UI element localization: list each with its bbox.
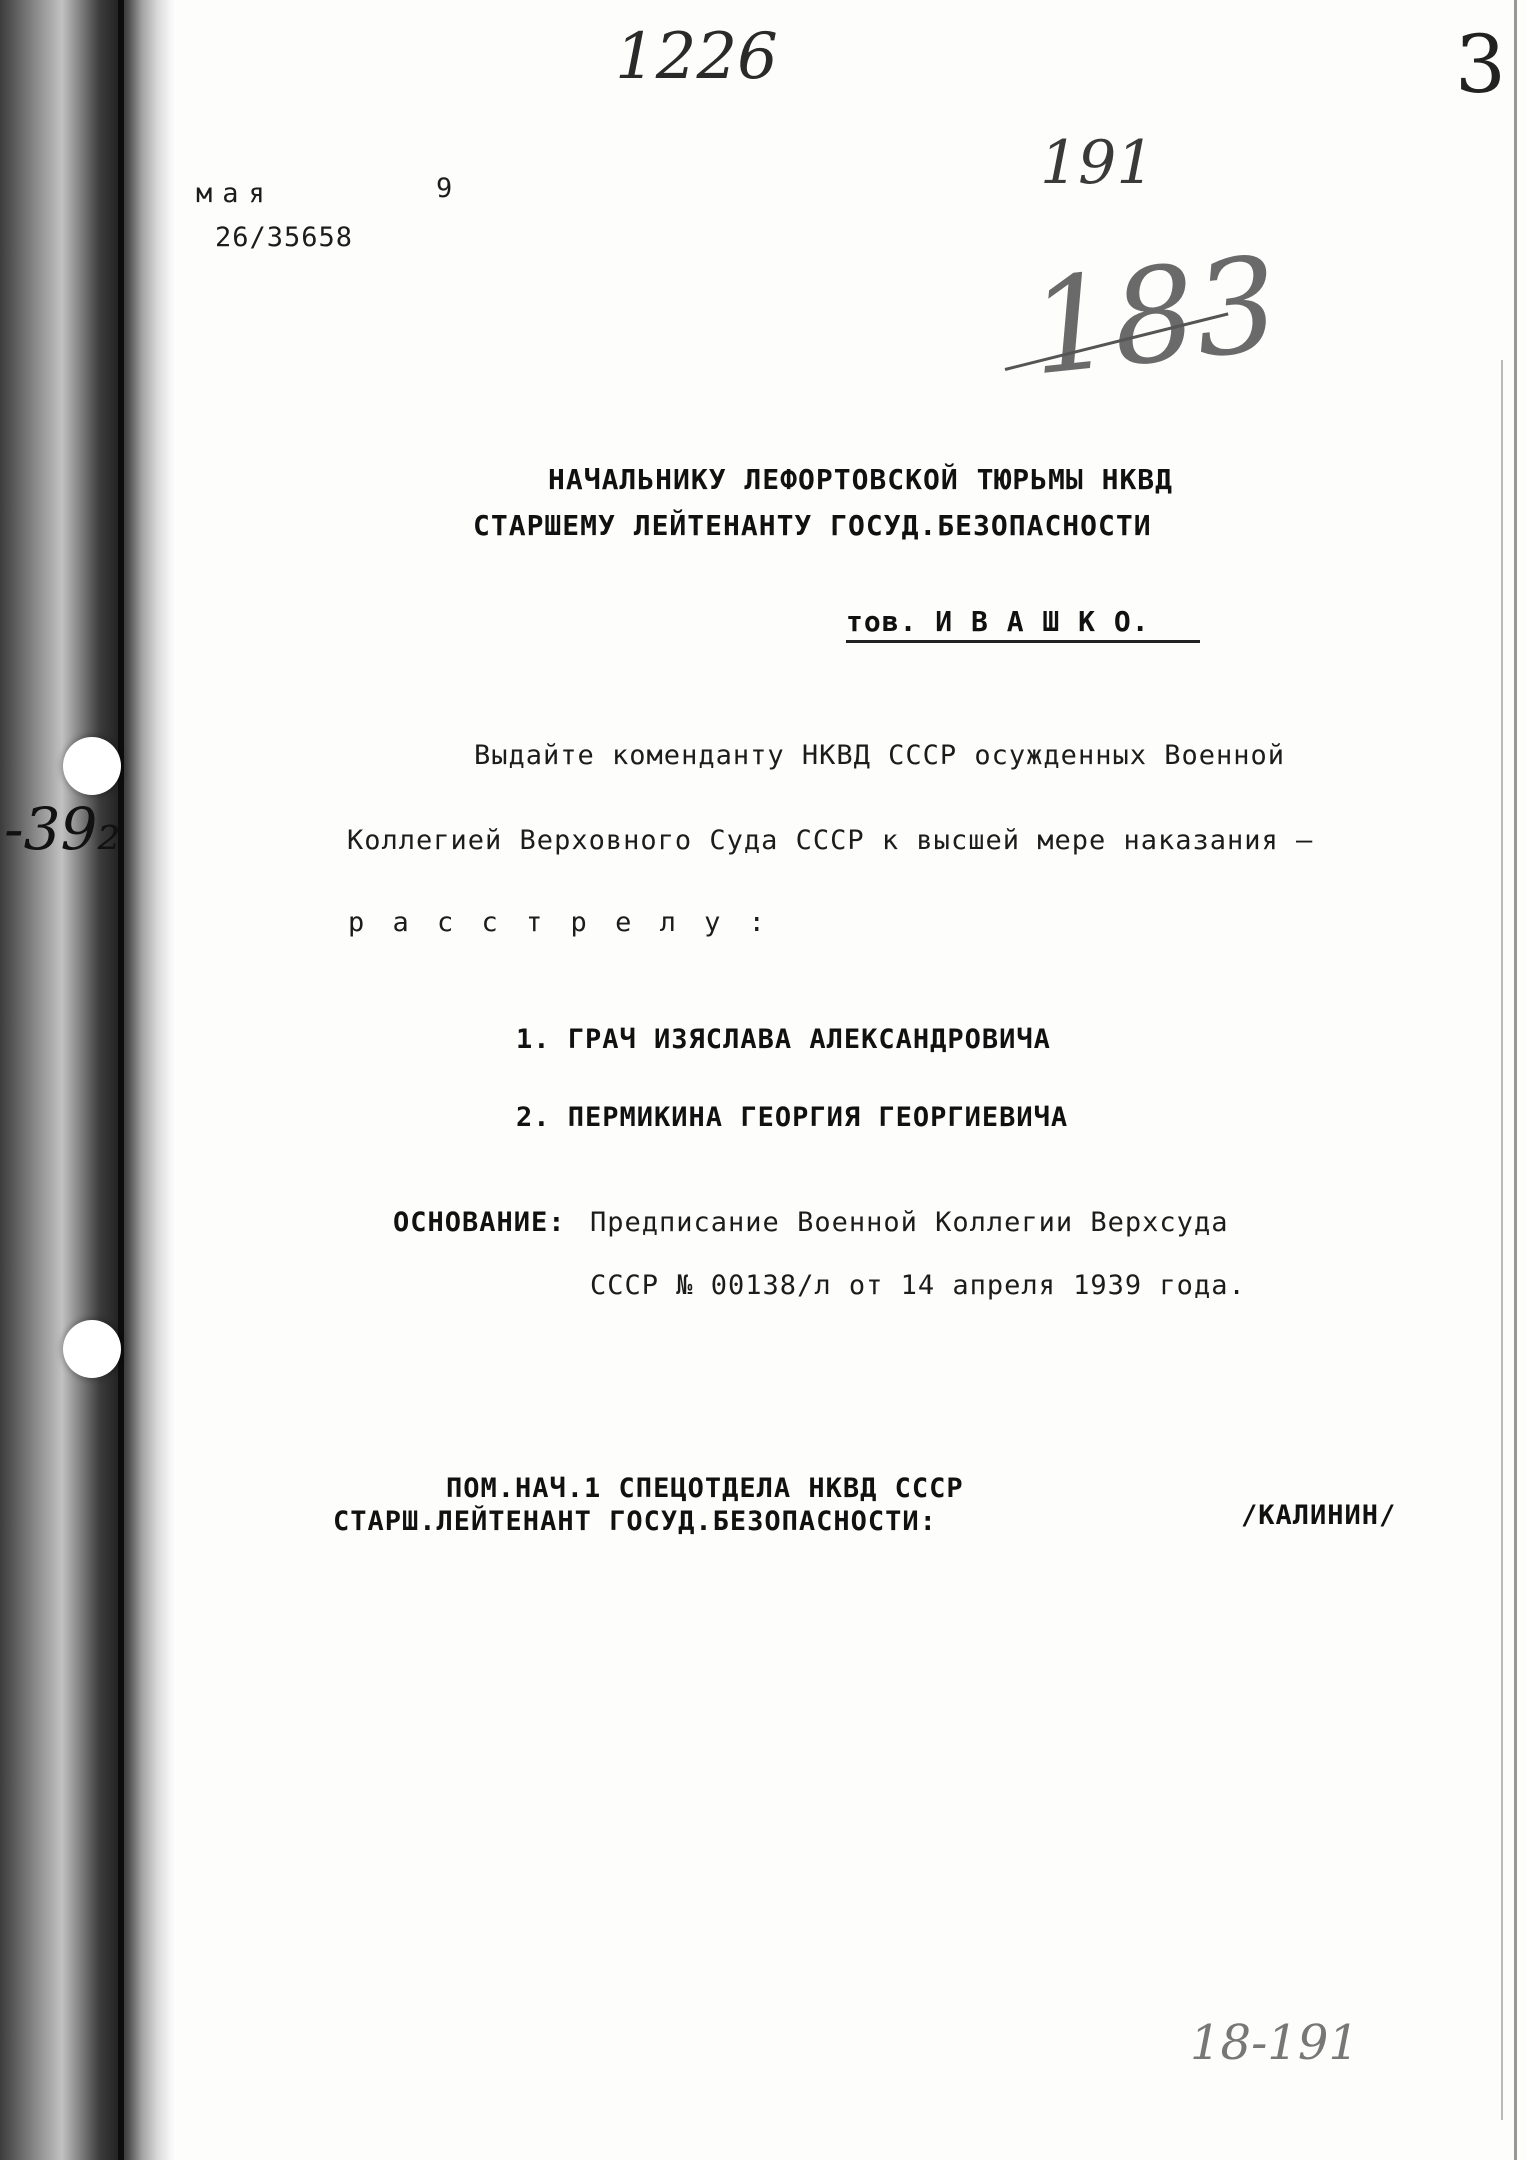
addressee-line-3: тов. И В А Ш К О. bbox=[846, 605, 1150, 638]
right-page-edge-inner bbox=[1501, 360, 1503, 2120]
body-line-3: р а с с т р е л у : bbox=[348, 907, 771, 938]
addressee-line-1: НАЧАЛЬНИКУ ЛЕФОРТОВСКОЙ ТЮРЬМЫ НКВД bbox=[548, 463, 1174, 496]
right-page-edge bbox=[1514, 0, 1517, 2160]
handwritten-margin-number: -39₂ bbox=[4, 795, 121, 863]
basis-line-1: Предписание Военной Коллегии Верхсуда bbox=[590, 1207, 1229, 1238]
body-line-1: Выдайте коменданту НКВД СССР осужденных Военной bbox=[474, 740, 1286, 771]
signature-name: /КАЛИНИН/ bbox=[1241, 1500, 1397, 1531]
date-month: мая bbox=[196, 178, 275, 209]
basis-label: ОСНОВАНИЕ: bbox=[393, 1207, 566, 1238]
punch-hole bbox=[63, 737, 121, 795]
punch-hole bbox=[63, 1320, 121, 1378]
handwritten-right-edge-number: 3 bbox=[1455, 18, 1506, 111]
signature-title-line-2: СТАРШ.ЛЕЙТЕНАНТ ГОСУД.БЕЗОПАСНОСТИ: bbox=[333, 1506, 937, 1537]
basis-line-2: СССР № 00138/л от 14 апреля 1939 года. bbox=[590, 1270, 1246, 1301]
reference-number: 26/35658 bbox=[215, 222, 354, 253]
addressee-line-2: СТАРШЕМУ ЛЕЙТЕНАНТУ ГОСУД.БЕЗОПАСНОСТИ bbox=[473, 509, 1152, 542]
date-day: 9 bbox=[436, 173, 454, 204]
handwritten-folio-183: 183 bbox=[1022, 227, 1286, 405]
handwritten-bottom-number: 18-191 bbox=[1190, 2015, 1359, 2071]
signature-title-line-1: ПОМ.НАЧ.1 СПЕЦОТДЕЛА НКВД СССР bbox=[446, 1473, 964, 1504]
addressee-underline bbox=[846, 640, 1200, 643]
binding-shadow bbox=[0, 0, 175, 2160]
handwritten-top-number: 1226 bbox=[615, 20, 778, 94]
body-line-2: Коллегией Верховного Суда СССР к высшей мере наказания – bbox=[347, 825, 1314, 856]
handwritten-folio-191: 191 bbox=[1040, 128, 1155, 198]
list-item: 2. ПЕРМИКИНА ГЕОРГИЯ ГЕОРГИЕВИЧА bbox=[516, 1102, 1069, 1133]
binding-line bbox=[118, 0, 124, 2160]
list-item: 1. ГРАЧ ИЗЯСЛАВА АЛЕКСАНДРОВИЧА bbox=[516, 1024, 1051, 1055]
